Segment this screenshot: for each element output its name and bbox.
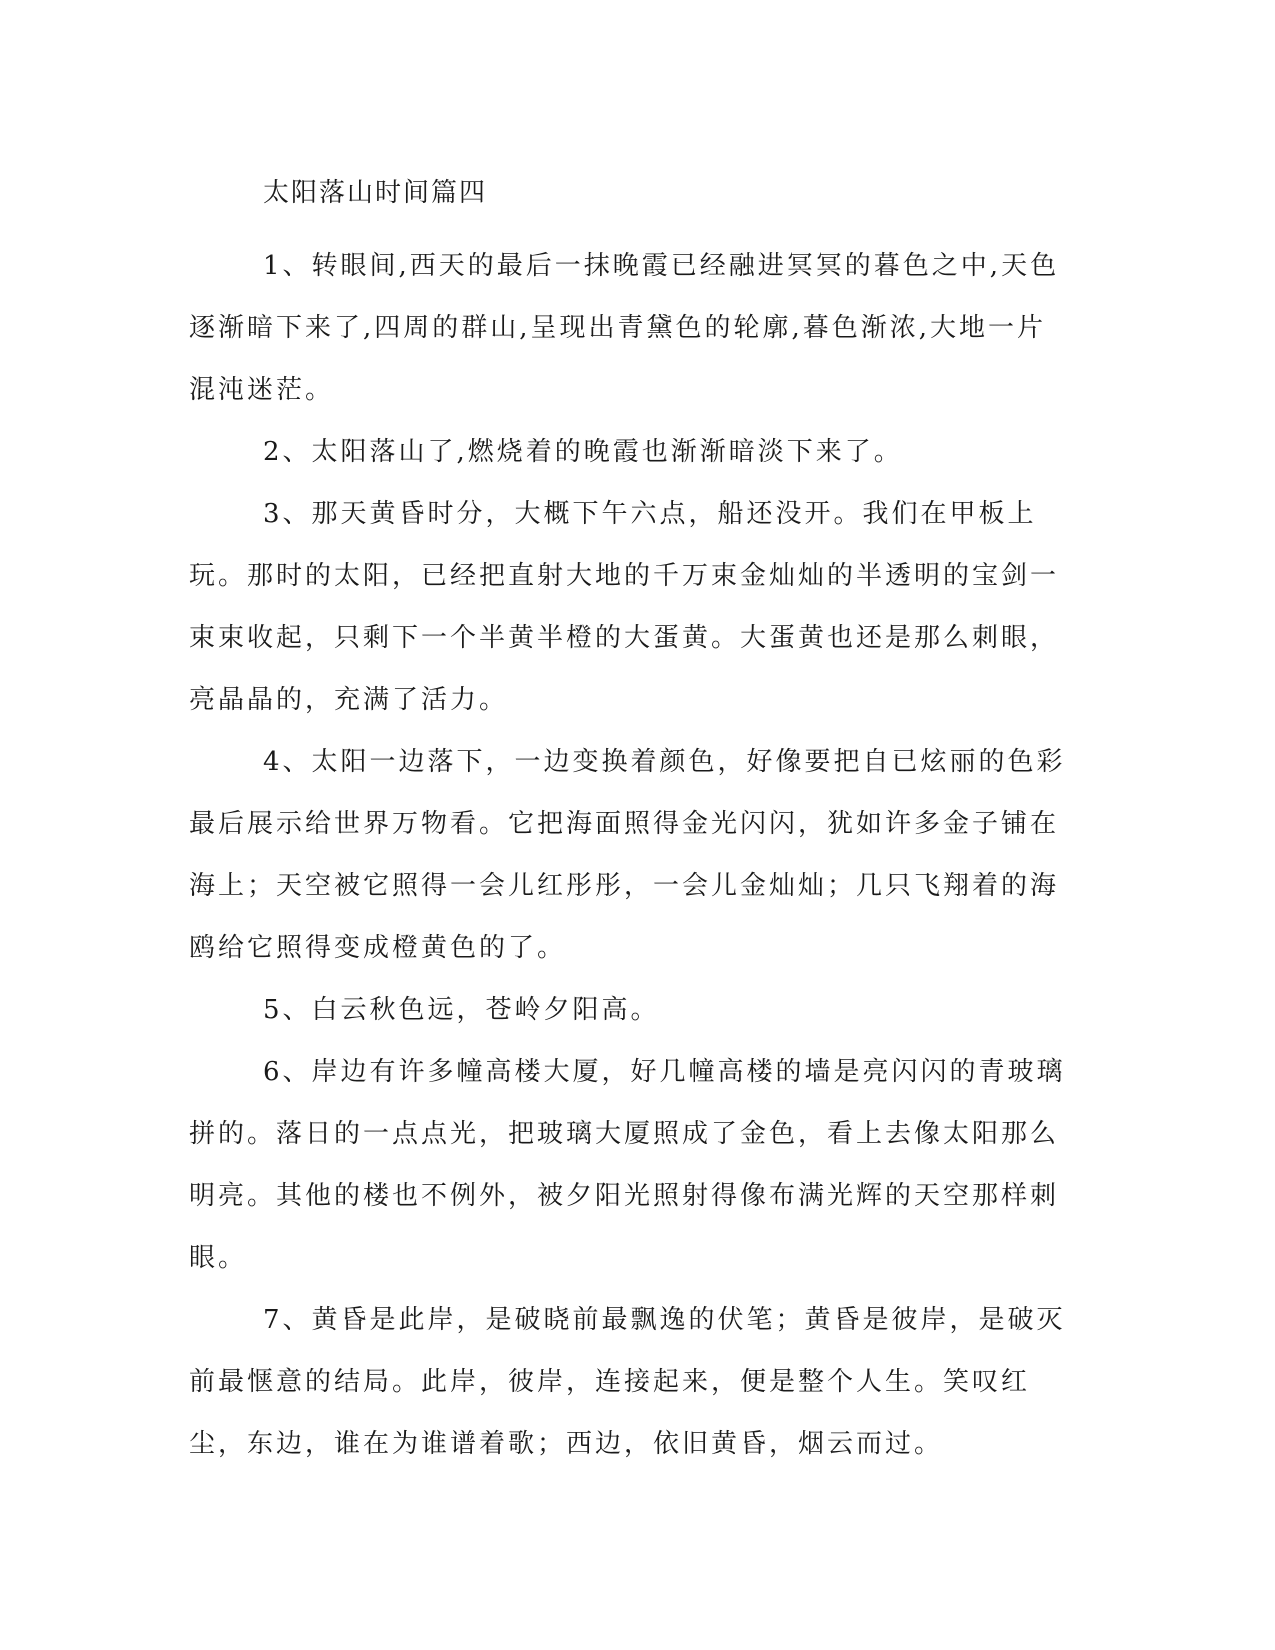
paragraph-2: 2、太阳落山了,燃烧着的晚霞也渐渐暗淡下来了。 [263,437,903,467]
paragraph-3: 3、那天黄昏时分，大概下午六点，船还没开。我们在甲板上玩。那时的太阳，已经把直射大地的千万束金灿灿的半透明的宝剑一束束收起，只剩下一个半黄半橙的大蛋黄。大蛋黄也还是那么刺眼，亮晶晶的，充满了活力。 [189,499,1060,715]
document-body [189,163,1069,1475]
paragraph-1: 1、转眼间,西天的最后一抹晚霞已经融进冥冥的暮色之中,天色逐渐暗下来了,四周的群山,呈现出青黛色的轮廓,暮色渐浓,大地一片混沌迷茫。 [189,251,1060,405]
document-title: 太阳落山时间篇四 [263,178,488,208]
paragraph-6: 6、岸边有许多幢高楼大厦，好几幢高楼的墙是亮闪闪的青玻璃拼的。落日的一点点光，把玻璃大厦照成了金色，看上去像太阳那么明亮。其他的楼也不例外，被夕阳光照射得像布满光辉的天空那样刺眼。 [189,1057,1066,1273]
paragraph-5: 5、白云秋色远，苍岭夕阳高。 [263,995,660,1025]
paragraph-4: 4、太阳一边落下，一边变换着颜色，好像要把自已炫丽的色彩最后展示给世界万物看。它把海面照得金光闪闪，犹如许多金子铺在海上；天空被它照得一会儿红彤彤，一会儿金灿灿；几只飞翔着的海鸥给它照得变成橙黄色的了。 [189,747,1066,963]
paragraph-7: 7、黄昏是此岸，是破晓前最飘逸的伏笔；黄昏是彼岸，是破灭前最惬意的结局。此岸，彼岸，连接起来，便是整个人生。笑叹红尘，东边，谁在为谁谱着歌；西边，依旧黄昏，烟云而过。 [189,1305,1066,1459]
